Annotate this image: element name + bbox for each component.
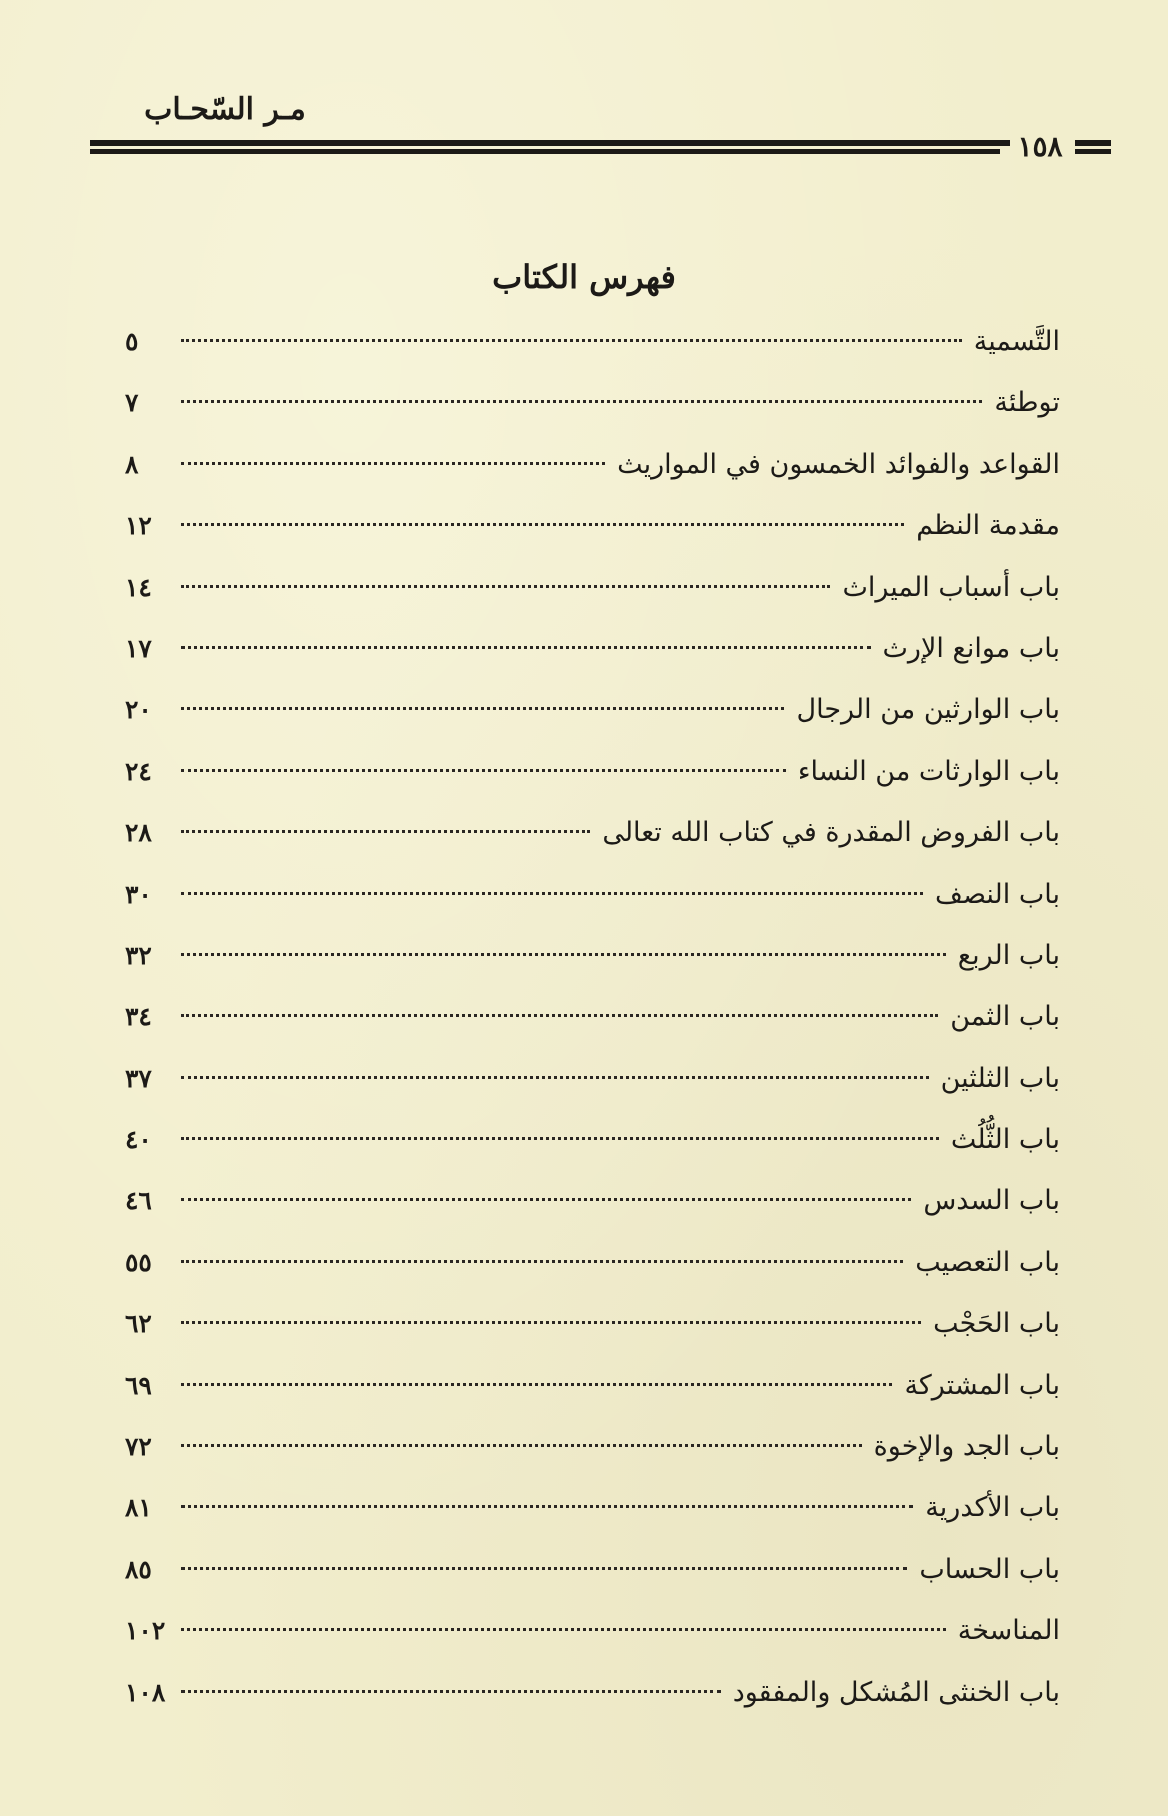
toc-entry — [125, 1488, 1060, 1549]
toc-entry-page: ٣٤ — [125, 1002, 152, 1032]
toc-entry-page: ٢٠ — [125, 695, 152, 725]
toc-entry-title: باب الخنثى المُشكل والمفقود — [732, 1676, 1060, 1708]
header-rule — [90, 138, 998, 160]
toc-entry-title: المناسخة — [957, 1615, 1060, 1647]
page-number: ١٥٨ — [1017, 130, 1063, 163]
toc-entry-title: باب أسباب الميراث — [842, 571, 1060, 603]
toc-leader-dots — [181, 1136, 939, 1140]
toc-entry-page: ٤٦ — [125, 1186, 152, 1216]
toc-entry — [125, 813, 1060, 874]
toc-entry-page: ١٠٨ — [125, 1677, 166, 1707]
toc-entry-title: باب الحساب — [919, 1553, 1060, 1585]
toc-entry — [125, 1243, 1060, 1304]
toc-entry — [125, 752, 1060, 813]
toc-entry — [125, 629, 1060, 690]
toc-entry-page: ٦٩ — [125, 1370, 152, 1400]
toc-entry-page: ٨٥ — [125, 1554, 152, 1584]
toc-entry — [125, 1366, 1060, 1427]
toc-entry-title: القواعد والفوائد الخمسون في المواريث — [617, 448, 1060, 480]
toc-leader-dots — [181, 1013, 938, 1017]
toc-entry — [125, 1059, 1060, 1120]
toc-leader-dots — [181, 461, 605, 465]
toc-entry-title: باب الثلثين — [940, 1062, 1060, 1094]
toc-entry-title: توطئة — [994, 387, 1060, 419]
toc-entry-title: باب الأكدرية — [925, 1492, 1060, 1524]
toc-entry-page: ٧ — [125, 388, 139, 418]
toc-leader-dots — [181, 1075, 929, 1079]
toc-entry-page: ٨١ — [125, 1493, 152, 1523]
toc-entry-page: ٢٤ — [125, 756, 152, 786]
toc-leader-dots — [181, 1627, 946, 1631]
toc-leader-dots — [181, 706, 784, 710]
toc-entry — [125, 1181, 1060, 1242]
toc-entry-page: ٥٥ — [125, 1247, 152, 1277]
contents-heading: فهرس الكتاب — [492, 258, 676, 296]
header-rule-line-top — [90, 140, 1010, 146]
toc-leader-dots — [181, 338, 962, 342]
toc-entry — [125, 1673, 1060, 1734]
toc-leader-dots — [181, 399, 982, 403]
toc-entry-title: باب الوارثات من النساء — [797, 755, 1060, 787]
toc-leader-dots — [181, 584, 830, 588]
toc-leader-dots — [181, 645, 871, 649]
toc-leader-dots — [181, 1689, 721, 1693]
toc-entry-title: باب موانع الإرث — [882, 632, 1060, 664]
toc-entry-page: ٥ — [125, 327, 139, 356]
toc-entry-page: ١٤ — [125, 572, 152, 602]
toc-entry-page: ١٠٢ — [125, 1616, 166, 1646]
toc-leader-dots — [181, 768, 786, 772]
toc-entry-title: باب الجد والإخوة — [873, 1431, 1060, 1463]
toc-entry-title: باب الوارثين من الرجال — [796, 694, 1060, 726]
toc-entry — [125, 1304, 1060, 1365]
toc-entry-page: ٢٨ — [125, 818, 152, 848]
toc-entry — [125, 568, 1060, 629]
toc-leader-dots — [181, 891, 923, 895]
toc-entry-title: باب الحَجْب — [933, 1308, 1060, 1340]
toc-leader-dots — [181, 1504, 913, 1508]
toc-leader-dots — [181, 1443, 862, 1447]
toc-entry — [125, 690, 1060, 751]
toc-entry-page: ٦٢ — [125, 1309, 152, 1339]
toc-entry-page: ٣٠ — [125, 879, 152, 909]
toc-entry-title: باب الفروض المقدرة في كتاب الله تعالى — [602, 817, 1060, 849]
toc-entry-page: ١٧ — [125, 633, 152, 663]
toc-entry — [125, 1120, 1060, 1181]
toc-entry-title: باب التعصيب — [915, 1246, 1060, 1278]
toc-entry — [125, 875, 1060, 936]
header-rule-right-bottom — [1075, 149, 1111, 154]
toc-leader-dots — [181, 522, 904, 526]
toc-entry-page: ١٢ — [125, 511, 152, 541]
toc-entry — [125, 322, 1060, 383]
toc-entry — [125, 936, 1060, 997]
toc-leader-dots — [181, 1382, 892, 1386]
toc-entry-page: ٣٢ — [125, 940, 152, 970]
toc-leader-dots — [181, 1566, 907, 1570]
toc-entry — [125, 506, 1060, 567]
toc-leader-dots — [181, 952, 946, 956]
header-rule-right — [1075, 138, 1111, 156]
toc-entry-title: باب المشتركة — [904, 1369, 1060, 1401]
header-rule-line-bottom — [90, 149, 1000, 154]
toc-entry-title: باب الثمن — [950, 1001, 1060, 1033]
toc-entry — [125, 1611, 1060, 1672]
toc-entry-title: باب الثُّلُث — [950, 1124, 1060, 1156]
toc-entry-title: باب الربع — [957, 939, 1060, 971]
toc-entry-page: ٧٢ — [125, 1432, 152, 1462]
toc-entry-title: مقدمة النظم — [916, 510, 1060, 542]
toc-leader-dots — [181, 1320, 921, 1324]
running-title: مـر السّحـاب — [144, 92, 306, 127]
toc-leader-dots — [181, 1197, 911, 1201]
toc-entry — [125, 383, 1060, 444]
toc-entry-page: ٤٠ — [125, 1125, 152, 1155]
toc-entry-title: باب النصف — [935, 878, 1060, 910]
toc-entry-title: باب السدس — [923, 1185, 1060, 1217]
toc-entry-page: ٨ — [125, 449, 139, 479]
toc-entry — [125, 1427, 1060, 1488]
toc-entry-page: ٣٧ — [125, 1063, 152, 1093]
toc-leader-dots — [181, 829, 590, 833]
header-rule-right-top — [1075, 140, 1111, 146]
toc-entry-title: التَّسمية — [973, 326, 1060, 357]
toc-entry — [125, 997, 1060, 1058]
toc-entry — [125, 445, 1060, 506]
toc-entry — [125, 1550, 1060, 1611]
toc-leader-dots — [181, 1259, 903, 1263]
table-of-contents — [125, 322, 1060, 1734]
